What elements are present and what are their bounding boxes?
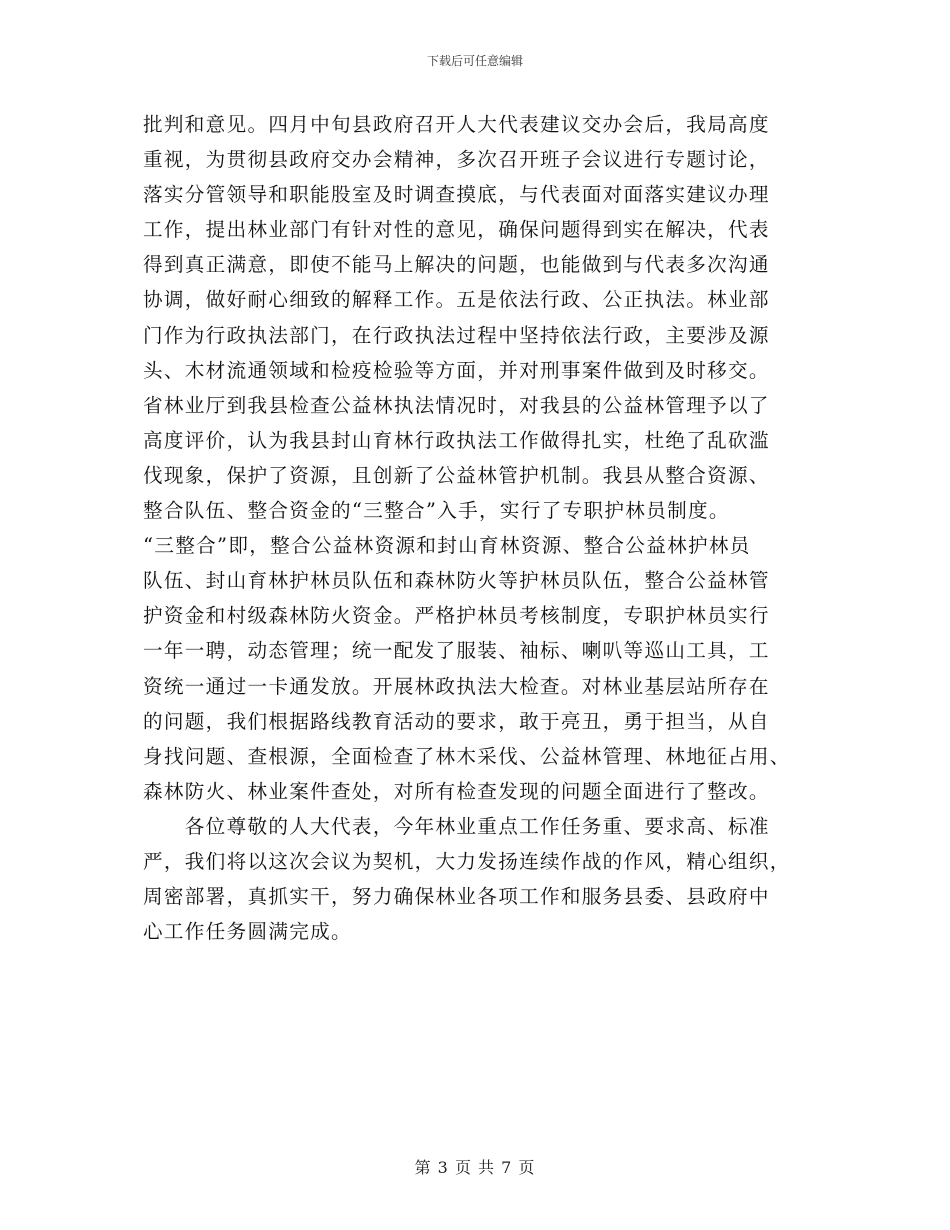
- text-line: 身找问题、查根源，全面检查了林木采伐、公益林管理、林地征占用、: [143, 744, 791, 768]
- text-line: 工作，提出林业部门有针对性的意见，确保问题得到实在解决，代表: [143, 218, 770, 242]
- text-line: 周密部署，真抓实干，努力确保林业各项工作和服务县委、县政府中: [143, 885, 770, 909]
- text-line: 落实分管领导和职能股室及时调查摸底，与代表面对面落实建议办理: [143, 183, 770, 207]
- text-line: 心工作任务圆满完成。: [143, 920, 352, 944]
- text-line: 批判和意见。四月中旬县政府召开人大代表建议交办会后，我局高度: [143, 113, 770, 136]
- text-line: 整合队伍、整合资金的“三整合”入手，实行了专职护林员制度。: [143, 499, 730, 523]
- text-line: 森林防火、林业案件查处，对所有检查发现的问题全面进行了整改。: [143, 779, 770, 803]
- text-line: 一年一聘，动态管理；统一配发了服装、袖标、喇叭等巡山工具，工: [143, 639, 770, 663]
- body-text: [143, 107, 813, 949]
- text-line: 头、木材流通领域和检疫检验等方面，并对刑事案件做到及时移交。: [143, 358, 770, 382]
- text-line: 伐现象，保护了资源，且创新了公益林管护机制。我县从整合资源、: [143, 463, 770, 487]
- text-line: 高度评价，认为我县封山育林行政执法工作做得扎实，杜绝了乱砍滥: [143, 428, 770, 452]
- text-line: 严，我们将以这次会议为契机，大力发扬连续作战的作风，精心组织，: [143, 849, 791, 873]
- text-line: 协调，做好耐心细致的解释工作。五是依法行政、公正执法。林业部: [143, 288, 770, 312]
- text-line: 得到真正满意，即使不能马上解决的问题，也能做到与代表多次沟通: [143, 253, 770, 277]
- text-line: 的问题，我们根据路线教育活动的要求，敢于亮丑，勇于担当，从自: [143, 709, 770, 733]
- text-line: 各位尊敬的人大代表，今年林业重点工作任务重、要求高、标准: [143, 814, 770, 838]
- text-line: 重视，为贯彻县政府交办会精神，多次召开班子会议进行专题讨论，: [143, 148, 770, 172]
- page-number: 第 3 页 共 7 页: [414, 1158, 536, 1177]
- page-header: 下载后可任意编辑: [426, 54, 523, 68]
- text-line: 门作为行政执法部门，在行政执法过程中坚持依法行政，主要涉及源: [143, 323, 770, 347]
- text-line: 护资金和村级森林防火资金。严格护林员考核制度，专职护林员实行: [143, 604, 770, 628]
- text-line: 队伍、封山育林护林员队伍和森林防火等护林员队伍，整合公益林管: [143, 569, 770, 593]
- text-line: 省林业厅到我县检查公益林执法情况时，对我县的公益林管理予以了: [143, 393, 770, 417]
- text-line: “三整合”即，整合公益林资源和封山育林资源、整合公益林护林员: [143, 534, 751, 558]
- text-line: 资统一通过一卡通发放。开展林政执法大检查。对林业基层站所存在: [143, 674, 770, 698]
